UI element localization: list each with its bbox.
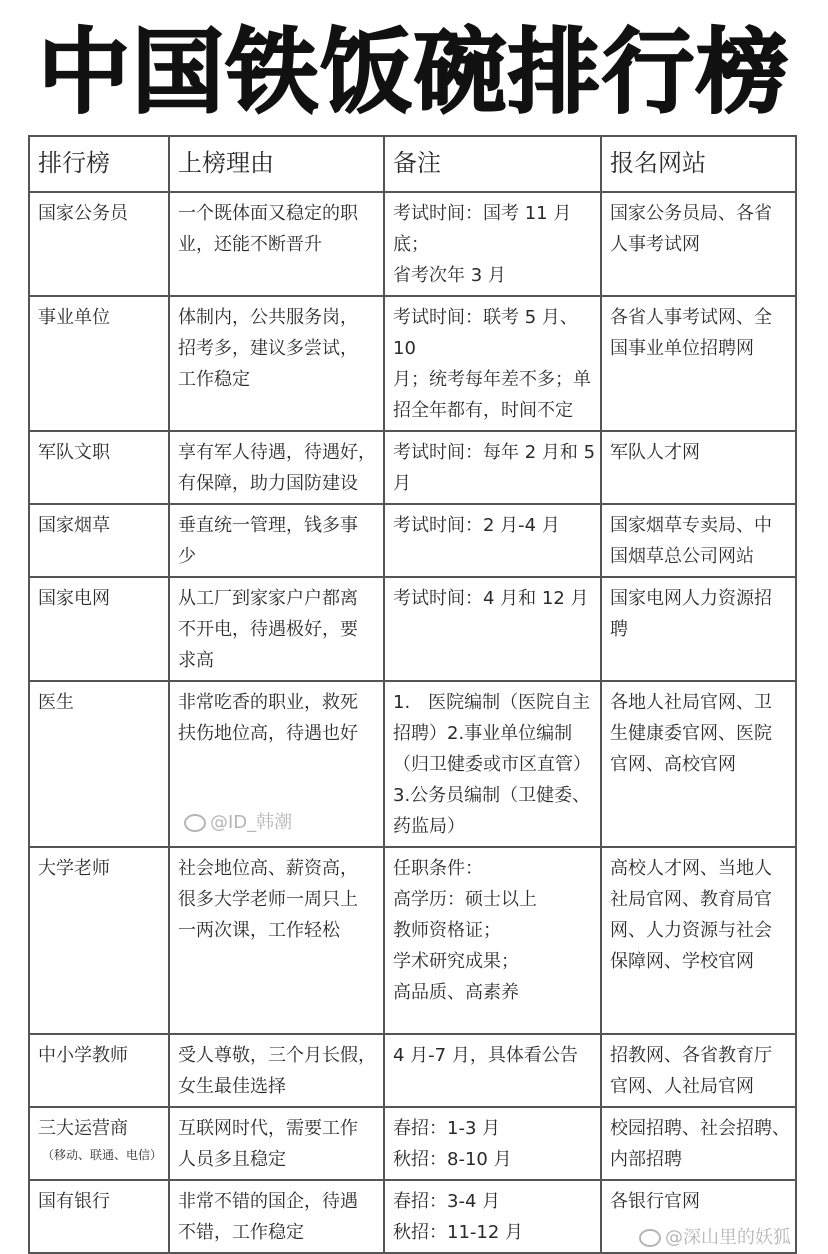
cell-note	[384, 1180, 601, 1253]
header-rank: 排行榜	[29, 136, 169, 192]
cell-site	[601, 296, 796, 431]
cell-category-text: 国有银行	[38, 1191, 110, 1212]
cell-note	[384, 431, 601, 504]
cell-category	[29, 192, 169, 296]
cell-reason	[169, 847, 384, 1034]
cell-category	[29, 296, 169, 431]
cell-reason	[169, 1034, 384, 1107]
cell-reason	[169, 504, 384, 577]
cell-site	[601, 847, 796, 1034]
cell-note-text: 考试时间：2 月-4 月	[393, 515, 560, 536]
table-row	[29, 431, 796, 504]
table-row	[29, 296, 796, 431]
cell-note	[384, 577, 601, 681]
cell-category	[29, 681, 169, 847]
cell-site-text: 军队人才网	[610, 442, 700, 463]
table-header-row	[29, 136, 796, 192]
cell-category	[29, 431, 169, 504]
cell-site	[601, 681, 796, 847]
cell-site	[601, 504, 796, 577]
table-row	[29, 1034, 796, 1107]
cell-site-text: 招教网、各省教育厅 官网、人社局官网	[610, 1045, 772, 1097]
page-title: 中国铁饭碗排行榜	[37, 19, 790, 126]
ranking-table	[28, 135, 797, 1254]
cell-note	[384, 192, 601, 296]
table-row	[29, 1107, 796, 1180]
watermark	[639, 1227, 791, 1249]
cell-category	[29, 847, 169, 1034]
cell-note	[384, 1034, 601, 1107]
cell-category-text: 军队文职	[38, 442, 110, 463]
cell-site-text: 国家电网人力资源招 聘	[610, 588, 772, 640]
table-row	[29, 192, 796, 296]
cell-note-text: 考试时间：4 月和 12 月	[393, 588, 589, 609]
cell-reason	[169, 296, 384, 431]
cell-category-subtext: （移动、联通、电信）	[42, 1148, 163, 1162]
cell-site-text: 国家公务员局、各省 人事考试网	[610, 203, 772, 255]
cell-note-text: 任职条件： 高学历：硕士以上 教师资格证； 学术研究成果； 高品质、高素养	[393, 858, 537, 1003]
cell-category-text: 事业单位	[38, 307, 110, 328]
cell-category-text: 大学老师	[38, 858, 110, 879]
cell-site	[601, 192, 796, 296]
cell-note-text: 考试时间：国考 11 月底； 省考次年 3 月	[393, 203, 572, 286]
cell-reason-text: 非常不错的国企，待遇 不错，工作稳定	[178, 1191, 358, 1243]
weibo-icon	[639, 1229, 661, 1247]
cell-reason-text: 受人尊敬，三个月长假， 女生最佳选择	[178, 1045, 376, 1097]
watermark	[184, 812, 292, 834]
cell-note-text: 考试时间：每年 2 月和 5 月	[393, 442, 596, 494]
header-reason: 上榜理由	[169, 136, 384, 192]
cell-note-text: 4 月-7 月，具体看公告	[393, 1045, 578, 1066]
cell-reason	[169, 681, 384, 847]
cell-reason-text: 社会地位高、薪资高， 很多大学老师一周只上 一两次课，工作轻松	[178, 858, 358, 941]
cell-note	[384, 1107, 601, 1180]
cell-note	[384, 296, 601, 431]
cell-reason	[169, 192, 384, 296]
cell-site-text: 各省人事考试网、全 国事业单位招聘网	[610, 307, 772, 359]
cell-reason-text: 享有军人待遇，待遇好， 有保障，助力国防建设	[178, 442, 376, 494]
table-row	[29, 504, 796, 577]
table-row	[29, 681, 796, 847]
cell-site-text: 各银行官网	[610, 1191, 700, 1212]
cell-site	[601, 1180, 796, 1253]
cell-category	[29, 1107, 169, 1180]
watermark-text: @深山里的妖狐	[665, 1227, 791, 1248]
cell-note-text: 1. 医院编制（医院自主 招聘）2.事业单位编制 （归卫健委或市区直管） 3.公务员编制（卫健委、 药监局）	[393, 692, 591, 837]
cell-reason-text: 垂直统一管理，钱多事 少	[178, 515, 358, 567]
table-row	[29, 847, 796, 1034]
cell-category-text: 国家公务员	[38, 203, 128, 224]
table-row	[29, 1180, 796, 1253]
cell-reason-text: 体制内，公共服务岗， 招考多，建议多尝试， 工作稳定	[178, 307, 358, 390]
cell-site	[601, 577, 796, 681]
cell-note-text: 考试时间：联考 5 月、10 月；统考每年差不多；单 招全年都有，时间不定	[393, 307, 591, 421]
cell-reason	[169, 431, 384, 504]
cell-site-text: 国家烟草专卖局、中 国烟草总公司网站	[610, 515, 772, 567]
cell-reason	[169, 1107, 384, 1180]
header-note: 备注	[384, 136, 601, 192]
cell-category-text: 三大运营商	[38, 1118, 128, 1139]
cell-note-text: 春招：1-3 月 秋招：8-10 月	[393, 1118, 512, 1170]
header-site: 报名网站	[601, 136, 796, 192]
cell-site-text: 校园招聘、社会招聘、 内部招聘	[610, 1118, 790, 1170]
cell-category-text: 中小学教师	[38, 1045, 128, 1066]
cell-reason-text: 从工厂到家家户户都离 不开电，待遇极好，要 求高	[178, 588, 358, 671]
cell-category-text: 国家烟草	[38, 515, 110, 536]
cell-note	[384, 681, 601, 847]
cell-category	[29, 504, 169, 577]
cell-reason	[169, 1180, 384, 1253]
cell-note	[384, 504, 601, 577]
cell-category	[29, 577, 169, 681]
cell-reason-text: 非常吃香的职业，救死 扶伤地位高，待遇也好	[178, 692, 358, 744]
cell-category-text: 国家电网	[38, 588, 110, 609]
cell-reason	[169, 577, 384, 681]
cell-reason-text: 互联网时代，需要工作 人员多且稳定	[178, 1118, 358, 1170]
weibo-icon	[184, 814, 206, 832]
cell-category-text: 医生	[38, 692, 74, 713]
cell-site-text: 高校人才网、当地人 社局官网、教育局官 网、人力资源与社会 保障网、学校官网	[610, 858, 772, 972]
cell-site	[601, 1107, 796, 1180]
cell-category	[29, 1180, 169, 1253]
cell-site	[601, 1034, 796, 1107]
table-row	[29, 577, 796, 681]
cell-category	[29, 1034, 169, 1107]
cell-site	[601, 431, 796, 504]
cell-site-text: 各地人社局官网、卫 生健康委官网、医院 官网、高校官网	[610, 692, 772, 775]
watermark-text: @ID_韩潮	[210, 812, 293, 833]
cell-note-text: 春招：3-4 月 秋招：11-12 月	[393, 1191, 524, 1243]
cell-reason-text: 一个既体面又稳定的职 业，还能不断晋升	[178, 203, 358, 255]
cell-note	[384, 847, 601, 1034]
